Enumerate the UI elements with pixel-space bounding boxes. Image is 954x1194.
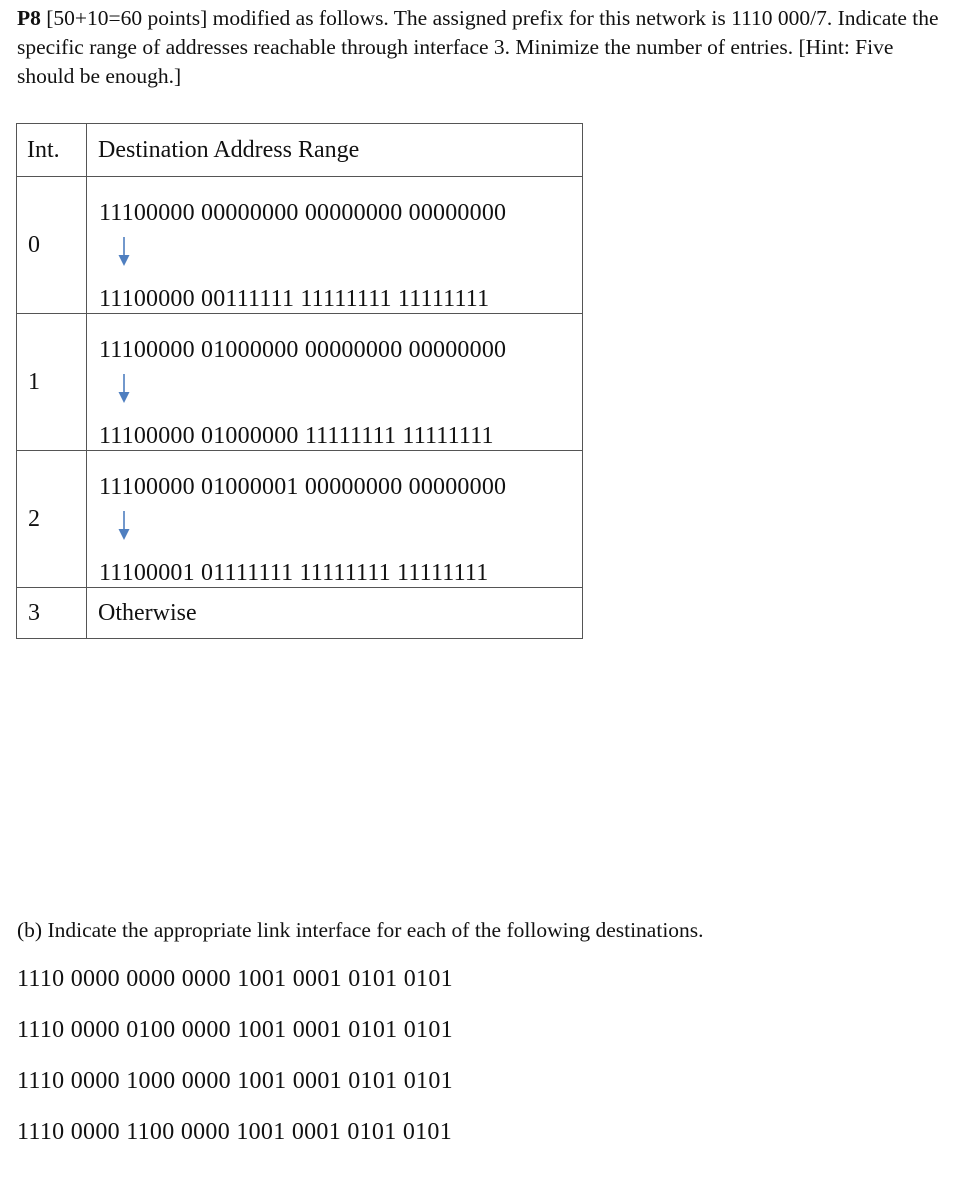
range-end: 11100001 01111111 11111111 11111111 [99, 560, 489, 586]
range-end: 11100000 01000000 11111111 11111111 [99, 423, 494, 449]
range-start: 11100000 01000000 00000000 00000000 [99, 337, 507, 363]
list-item: 1110 0000 1000 0000 1001 0001 0101 0101 [17, 1068, 453, 1094]
table-row [17, 314, 583, 451]
problem-label: P8 [17, 6, 41, 30]
table-row [17, 177, 583, 314]
list-item: 1110 0000 1100 0000 1001 0001 0101 0101 [17, 1119, 453, 1145]
down-arrow-icon [117, 231, 131, 271]
list-item: 1110 0000 0000 0000 1001 0001 0101 0101 [17, 966, 453, 992]
range-end: 11100000 00111111 11111111 11111111 [99, 286, 490, 312]
interface-cell: 2 [17, 451, 87, 588]
interface-cell: 1 [17, 314, 87, 451]
range-start: 11100000 01000001 00000000 00000000 [99, 474, 507, 500]
range-cell [87, 314, 583, 451]
forwarding-table [16, 123, 583, 639]
range-cell [87, 177, 583, 314]
header-interface: Int. [17, 124, 87, 177]
otherwise-cell: Otherwise [87, 588, 583, 639]
problem-statement [17, 4, 942, 91]
down-arrow-icon [117, 368, 131, 408]
range-start: 11100000 00000000 00000000 00000000 [99, 200, 507, 226]
destination-list [17, 963, 453, 1167]
part-b-prompt: (b) Indicate the appropriate link interface for each of the following destinations. [17, 918, 704, 942]
table-row [17, 451, 583, 588]
range-cell [87, 451, 583, 588]
table-header-row [17, 124, 583, 177]
table-row [17, 588, 583, 639]
header-destination: Destination Address Range [87, 124, 583, 177]
list-item: 1110 0000 0100 0000 1001 0001 0101 0101 [17, 1017, 453, 1043]
interface-cell: 3 [17, 588, 87, 639]
interface-cell: 0 [17, 177, 87, 314]
problem-text: [50+10=60 points] modified as follows. The assigned prefix for this network is 1110 000/7. Indicate the specific range of addresses reachable through interface 3. Minimize the number of entries. [Hint: Five should be enough.] [17, 6, 939, 88]
down-arrow-icon [117, 505, 131, 545]
